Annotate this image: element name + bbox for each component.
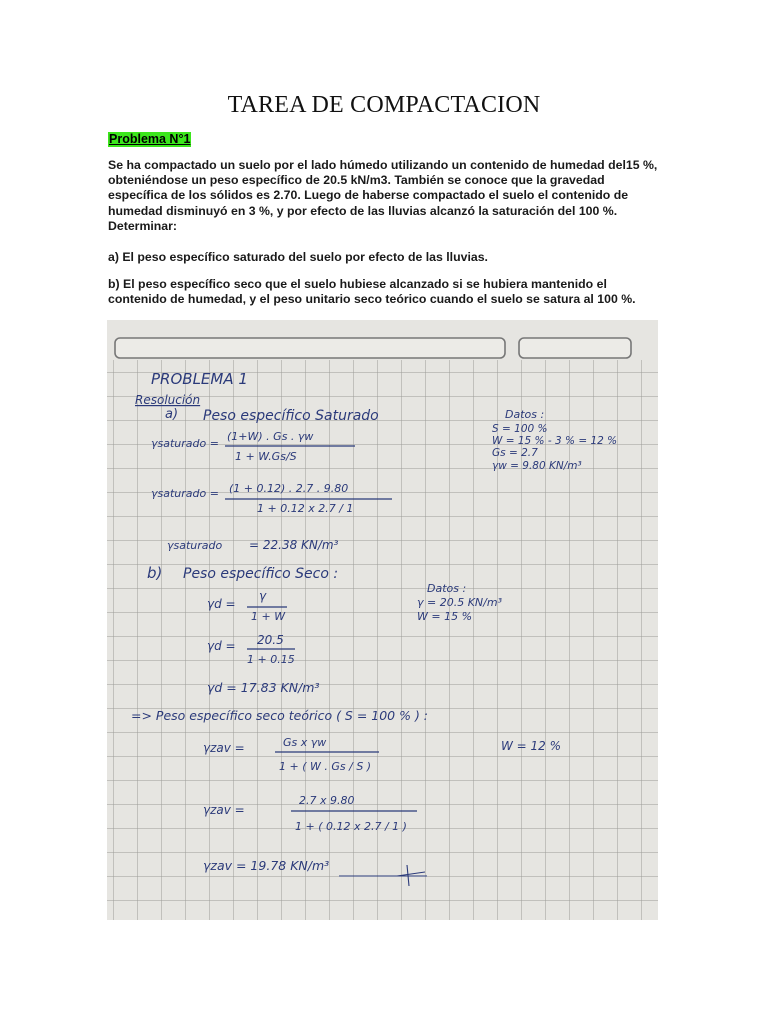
hw-part-a-title: Peso específico Saturado xyxy=(203,408,379,424)
hw-part-b: b) xyxy=(147,564,163,582)
hw-eq-a3-lhs: γsaturado xyxy=(167,539,223,552)
graph-paper xyxy=(107,320,658,920)
hw-eq-c1-lhs: γzav = xyxy=(203,741,245,755)
hw-data1-title: Datos : xyxy=(505,408,545,421)
hw-eq-a2-den: 1 + 0.12 x 2.7 / 1 xyxy=(257,502,354,515)
hw-eq-a1-num: (1+W) . Gs . γw xyxy=(227,430,314,443)
handwritten-solution-photo xyxy=(107,320,658,920)
hw-resolution: Resolución xyxy=(135,393,201,407)
hw-w12: W = 12 % xyxy=(501,739,562,753)
problem-label: Problema N°1 xyxy=(109,132,191,146)
hw-eq-b2-den: 1 + 0.15 xyxy=(247,653,295,666)
hw-eq-c1-den: 1 + ( W . Gs / S ) xyxy=(279,760,372,773)
hw-eq-a2-lhs: γsaturado = xyxy=(151,487,219,500)
document-title: TAREA DE COMPACTACION xyxy=(227,92,541,118)
hw-data1-gs: Gs = 2.7 xyxy=(492,447,538,459)
hw-eq-c1-num: Gs x γw xyxy=(283,736,327,749)
question-b: b) El peso específico seco que el suelo hubiese alcanzado si se hubiera mantenido el contenido de humedad, y el peso unitario seco teórico cuando el suelo se satura al 100 %. xyxy=(108,277,636,307)
hw-eq-b1-lhs: γd = xyxy=(207,597,236,611)
hw-data2-g: γ = 20.5 KN/m³ xyxy=(417,596,502,609)
hw-eq-a1-den: 1 + W.Gs/S xyxy=(235,450,297,463)
hw-theoretical-title: => Peso específico seco teórico ( S = 100 % ) : xyxy=(131,708,429,723)
hw-eq-b2-lhs: γd = xyxy=(207,639,236,653)
hw-eq-c2-num: 2.7 x 9.80 xyxy=(299,794,355,807)
hw-eq-c2-den: 1 + ( 0.12 x 2.7 / 1 ) xyxy=(295,820,407,833)
hw-eq-a3-rhs: = 22.38 KN/m³ xyxy=(249,538,339,552)
hw-heading: PROBLEMA 1 xyxy=(151,370,248,388)
hw-data1-gw: γw = 9.80 KN/m³ xyxy=(492,460,582,472)
hw-eq-b1-den: 1 + W xyxy=(251,610,286,623)
hw-eq-b1-num: γ xyxy=(259,589,267,603)
hw-eq-a1-lhs: γsaturado = xyxy=(151,437,219,450)
hw-eq-c2-lhs: γzav = xyxy=(203,803,245,817)
header-box-right xyxy=(519,338,631,358)
hw-eq-c3: γzav = 19.78 KN/m³ xyxy=(203,858,330,873)
question-a: a) El peso específico saturado del suelo por efecto de las lluvias. xyxy=(108,250,488,264)
problem-statement: Se ha compactado un suelo por el lado húmedo utilizando un contenido de humedad del15 %, obteniéndose un peso específico de 20.5 kN/m3. También se conoce que la gravedad específica de los sólidos es 2.70. Luego de haberse compactado el suelo el contenido de humedad disminuyó en 3 %, y por efecto de las lluvias alcanzó la saturación del 100 %. Determinar: xyxy=(108,158,658,233)
header-box-left xyxy=(115,338,505,358)
hw-data1-w: W = 15 % - 3 % = 12 % xyxy=(492,435,618,447)
hw-eq-a2-num: (1 + 0.12) . 2.7 . 9.80 xyxy=(229,482,349,495)
hw-data2-w: W = 15 % xyxy=(417,610,473,623)
hw-eq-b2-num: 20.5 xyxy=(257,633,284,647)
hw-data2-title: Datos : xyxy=(427,582,467,595)
hw-eq-b3: γd = 17.83 KN/m³ xyxy=(207,680,320,695)
hw-data1-s: S = 100 % xyxy=(492,423,548,435)
hw-part-a: a) xyxy=(165,407,179,422)
hw-part-b-title: Peso específico Seco : xyxy=(183,566,339,582)
